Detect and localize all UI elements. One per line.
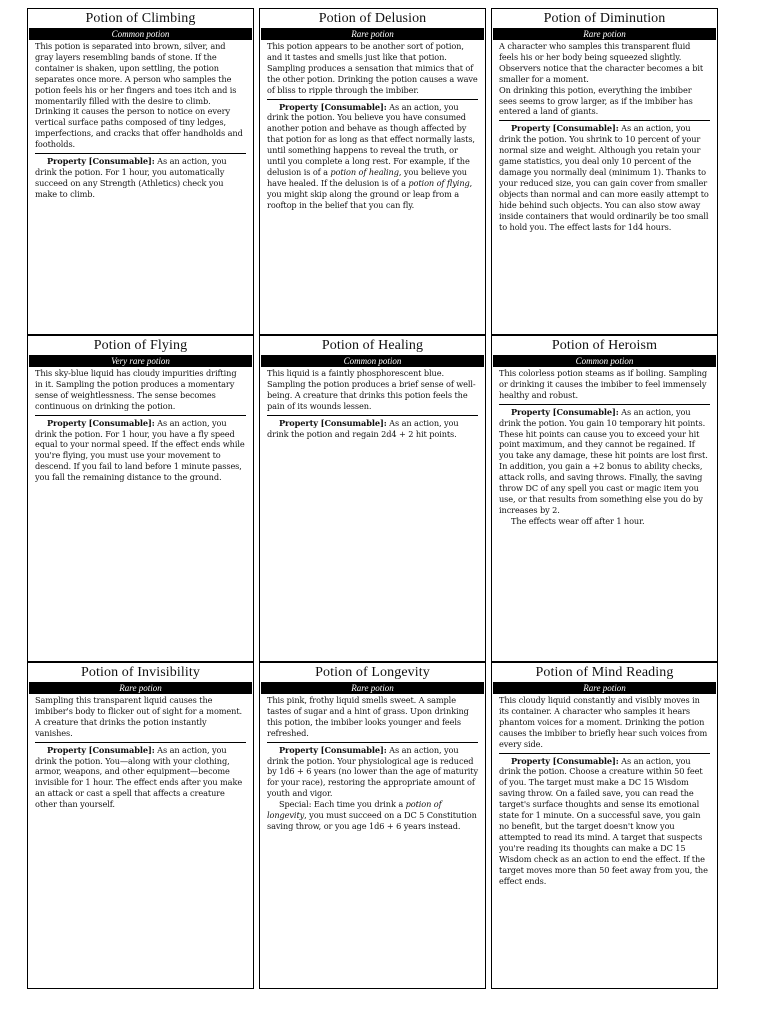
card-rarity: Rare potion: [493, 28, 716, 40]
property-label: Property [Consumable]:: [511, 123, 619, 134]
card-potion-of-diminution: [491, 8, 718, 335]
card-title: Potion of Invisibility: [81, 665, 200, 680]
card-body: [492, 40, 717, 232]
property-label: Property [Consumable]:: [279, 101, 387, 112]
card-property: [267, 745, 478, 800]
card-rarity: Rare potion: [261, 682, 484, 694]
card-property: [267, 418, 478, 440]
property-text: As an action, you drink the potion. You shrink to 10 percent of your normal size and weight. Although you retain your game statistics, you deal only 10 percent of the damage you normally deal (minimum 1). Thanks to your reduced size, you can gain cover from smaller objects than normal and can more easily attempt to hide behind such objects. You can also stow away inside containers that would ordinarily be too small to hold you. The effect lasts for 1d4 hours.: [499, 123, 709, 232]
card-body: [260, 367, 485, 439]
card-property: [499, 123, 710, 232]
card-grid: [27, 8, 741, 992]
property-text: As an action, you drink the potion. For 1 hour, you have a fly speed equal to your normal speed. If the effect ends while you're flying, you must use your movement to descend. If you fail to land before 1 minute passes, you fall the remaining distance to the ground.: [35, 417, 245, 483]
property-label: Property [Consumable]:: [511, 406, 619, 417]
property-label: Property [Consumable]:: [511, 755, 619, 766]
card-potion-of-mind-reading: [491, 662, 718, 989]
card-title: Potion of Flying: [93, 338, 188, 353]
card-title: Potion of Diminution: [543, 11, 666, 26]
card-body: [492, 694, 717, 886]
card-property: [35, 156, 246, 200]
card-potion-of-healing: [259, 335, 486, 662]
property-label: Property [Consumable]:: [47, 156, 155, 167]
property-label: Property [Consumable]:: [279, 744, 387, 755]
card-divider: [499, 753, 710, 754]
card-title: Potion of Healing: [321, 338, 424, 353]
card-potion-of-flying: [27, 335, 254, 662]
card-rarity: Rare potion: [493, 682, 716, 694]
card-property: [499, 407, 710, 516]
card-rarity: Rare potion: [261, 28, 484, 40]
property-text: As an action, you drink the potion and regain 2d4 + 2 hit points.: [267, 417, 459, 439]
card-body: [260, 694, 485, 832]
card-potion-of-invisibility: [27, 662, 254, 989]
card-property: [499, 756, 710, 887]
card-description: This cloudy liquid constantly and visibly moves in its container. A character who samples it hears phantom voices for a moment. Drinking the potion causes the imbiber to briefly hear such voices from every side.: [499, 695, 708, 749]
card-description: This pink, frothy liquid smells sweet. A sample tastes of sugar and a hint of grass. Upon drinking this potion, the imbiber looks younger and feels refreshed.: [267, 695, 469, 738]
card-rarity: Common potion: [261, 355, 484, 367]
card-rarity: Common potion: [29, 28, 252, 40]
property-text: As an action, you drink the potion. You gain 10 temporary hit points. These hit points can cause you to exceed your hit point maximum, and they cannot be regained. If you take any damage, these hit points are lost first. In addition, you gain a +2 bonus to ability checks, attack rolls, and saving throws. Finally, the saving throw DC of any spell you cast or magic item you use, or that results from something else you do by increases by 2.: [499, 406, 708, 515]
card-title: Potion of Delusion: [318, 11, 427, 26]
card-rarity: Common potion: [493, 355, 716, 367]
card-title: Potion of Longevity: [315, 665, 430, 680]
card-body: [260, 40, 485, 211]
card-description: This colorless potion steams as if boiling. Sampling or drinking it causes the imbiber to feel immensely healthy and robust.: [499, 368, 708, 400]
card-description: This sky-blue liquid has cloudy impurities drifting in it. Sampling the potion produces a momentary sense of weightlessness. The sense becomes continuous on drinking the potion.: [35, 368, 237, 411]
property-text: As an action, you drink the potion. For 1 hour, you automatically succeed on any Strength (Athletics) check you make to climb.: [35, 156, 227, 199]
card-title: Potion of Climbing: [85, 11, 196, 26]
card-body: [28, 694, 253, 810]
card-divider: [267, 742, 478, 743]
card-property: [35, 745, 246, 810]
card-divider: [499, 404, 710, 405]
card-extra: The effects wear off after 1 hour.: [511, 515, 645, 526]
property-text: As an action, you drink the potion. You—along with your clothing, armor, weapons, and other equipment—become invisible for 1 hour. The effect ends after you make an attack or cast a spell that affects a creature other than yourself.: [35, 744, 243, 810]
property-text: As an action, you drink the potion. You believe you have consumed another potion and behave as though affected by that potion for as long as that effect normally lasts, until something happens to reveal the truth, or until you complete a long rest. For example, if the delusion is of a potion of healing, you believe you have healed. If the delusion is of a potion of flying, you might skip along the ground or leap from a rooftop in the belief that you can fly.: [267, 101, 475, 210]
card-divider: [267, 415, 478, 416]
card-extra: Special: Each time you drink a potion of longevity, you must succeed on a DC 5 Constitution saving throw, or you age 1d6 + 6 years instead.: [267, 799, 477, 831]
card-description: Sampling this transparent liquid causes the imbiber's body to flicker out of sight for a moment. A creature that drinks the potion instantly vanishes.: [35, 695, 243, 738]
property-label: Property [Consumable]:: [279, 417, 387, 428]
property-label: Property [Consumable]:: [47, 744, 155, 755]
property-text: As an action, you drink the potion. Your physiological age is reduced by 1d6 + 6 years (no lower than the age of maturity for your race), restoring the appropriate amount of youth and vigor.: [267, 744, 479, 799]
card-description: This potion is separated into brown, silver, and gray layers resembling bands of stone. If the container is shaken, upon settling, the potion separates once more. A person who samples the potion feels his or her fingers and toes itch and is momentarily filled with the desire to climb. Drinking it causes the person to notice on every vertical surface paths composed of tiny ledges, imperfections, and cracks that offer handholds and footholds.: [35, 41, 243, 150]
card-rarity: Very rare potion: [29, 355, 252, 367]
card-property: [267, 102, 478, 211]
card-divider: [267, 99, 478, 100]
card-potion-of-longevity: [259, 662, 486, 989]
card-body: [28, 40, 253, 200]
card-potion-of-delusion: [259, 8, 486, 335]
card-description: This potion appears to be another sort of potion, and it tastes and smells just like that potion. Sampling produces a sensation that mimics that of the other potion. Drinking the potion causes a wave of bliss to ripple through the imbiber.: [267, 41, 478, 95]
card-title: Potion of Heroism: [551, 338, 658, 353]
card-property: [35, 418, 246, 483]
card-body: [492, 367, 717, 527]
card-title: Potion of Mind Reading: [535, 665, 674, 680]
card-description: This liquid is a faintly phosphorescent blue. Sampling the potion produces a brief sense of well-being. A creature that drinks this potion feels the pain of its wounds lessen.: [267, 368, 476, 411]
card-divider: [35, 742, 246, 743]
card-description: A character who samples this transparent fluid feels his or her body being squeezed slightly. Observers notice that the character becomes a bit smaller for a moment.: [499, 41, 704, 84]
card-potion-of-heroism: [491, 335, 718, 662]
card-divider: [499, 120, 710, 121]
property-label: Property [Consumable]:: [47, 417, 155, 428]
card-divider: [35, 153, 246, 154]
property-text: As an action, you drink the potion. Choose a creature within 50 feet of you. The target must make a DC 15 Wisdom saving throw. On a failed save, you can read the target's surface thoughts and sense its emotional state for 1 minute. On a successful save, you gain no benefit, but the target doesn't know you attempted to read its mind. A target that suspects you're reading its thoughts can make a DC 15 Wisdom check as an action to end the effect. If the target moves more than 50 feet away from you, the effect ends.: [499, 755, 708, 886]
card-rarity: Rare potion: [29, 682, 252, 694]
card-divider: [35, 415, 246, 416]
card-potion-of-climbing: [27, 8, 254, 335]
card-body: [28, 367, 253, 483]
card-description-2: On drinking this potion, everything the imbiber sees seems to grow larger, as if the imbiber has entered a land of giants.: [499, 84, 693, 117]
